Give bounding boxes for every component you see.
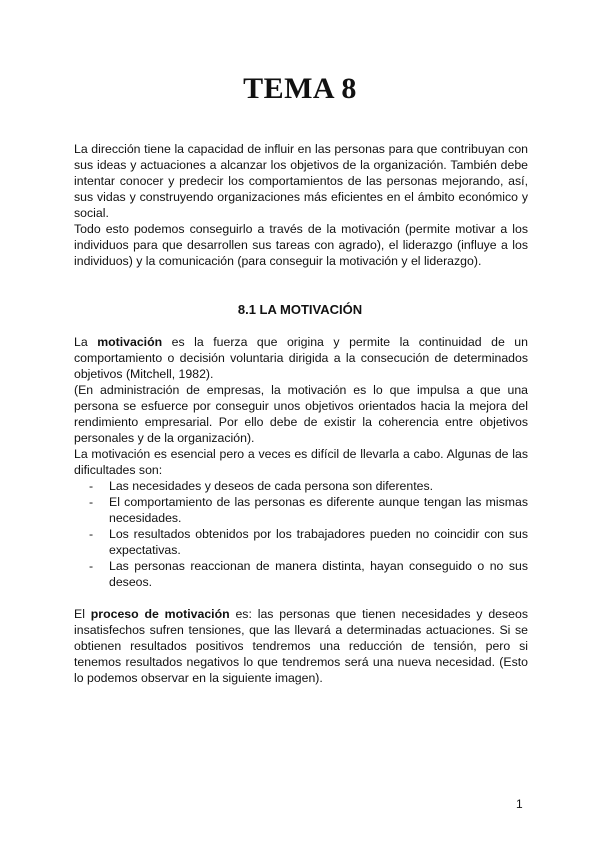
parenthetical-paragraph: (En administración de empresas, la motivación es lo que impulsa a que una persona se esfuerce por conseguir unos objetivos orientados hacia la mejora del rendimiento empresarial. Por ello debe de existir la coherencia entre objetivos personales y de la organización). [74, 383, 528, 445]
process-rest: es: las personas que tienen necesidades y deseos insatisfechos sufren tensiones, que las llevará a determinadas actuaciones. Si se obtienen resultados positivos tendremos una reducción de tensión, pero si tenemos resultados negativos lo que tendremos será una nueva necesidad. (Esto lo podemos observar en la siguiente imagen). [74, 607, 529, 685]
bullet-marker: - [89, 479, 94, 493]
page-title: TEMA 8 [243, 72, 357, 105]
list-item [74, 494, 528, 526]
list-item [74, 526, 528, 558]
difficulty-intro: La motivación es esencial pero a veces es difícil de llevarla a cabo. Algunas de las dificultades son: [74, 447, 528, 477]
page-number: 1 [516, 797, 523, 811]
definition-paragraph [74, 334, 528, 382]
list-item-text: Los resultados obtenidos por los trabajadores pueden no coincidir con sus expectativas. [109, 527, 528, 557]
definition-prefix: La [74, 335, 98, 349]
list-item-text: Las necesidades y deseos de cada persona son diferentes. [109, 479, 434, 493]
list-item-text: Las personas reaccionan de manera distinta, hayan conseguido o no sus deseos. [109, 559, 528, 589]
motivation-section [74, 334, 528, 686]
list-item [74, 478, 528, 494]
definition-rest: es la fuerza que origina y permite la continuidad de un comportamiento o decisión voluntaria dirigida a la consecución de determinados objetivos (Mitchell, 1982). [74, 335, 528, 381]
list-item-text: El comportamiento de las personas es diferente aunque tengan las mismas necesidades. [109, 495, 528, 525]
bullet-marker: - [89, 559, 94, 573]
process-term: proceso de motivación [90, 607, 230, 621]
bullet-marker: - [89, 527, 94, 541]
intro-paragraph-1: La dirección tiene la capacidad de influir en las personas para que contribuyan con sus ideas y actuaciones a alcanzar los objetivos de la organización. También debe intentar conocer y predecir los comportamientos de las personas mejorando, así, sus vidas y construyendo organizaciones más eficientes en el ámbito económico y social. [74, 142, 528, 220]
bullet-marker: - [89, 495, 94, 509]
list-item [74, 558, 528, 590]
definition-term: motivación [97, 335, 163, 349]
paragraph-gap [74, 590, 528, 606]
process-paragraph [74, 606, 528, 686]
intro-paragraph-2: Todo esto podemos conseguirlo a través de la motivación (permite motivar a los individuos para que desarrollen sus tareas con agrado), el liderazgo (influye a los individuos) y la comunicación (para conseguir la motivación y el liderazgo). [74, 222, 528, 268]
intro-block [74, 141, 528, 269]
process-prefix: El [74, 607, 91, 621]
section-heading: 8.1 LA MOTIVACIÓN [237, 302, 363, 317]
difficulty-list [74, 478, 528, 590]
